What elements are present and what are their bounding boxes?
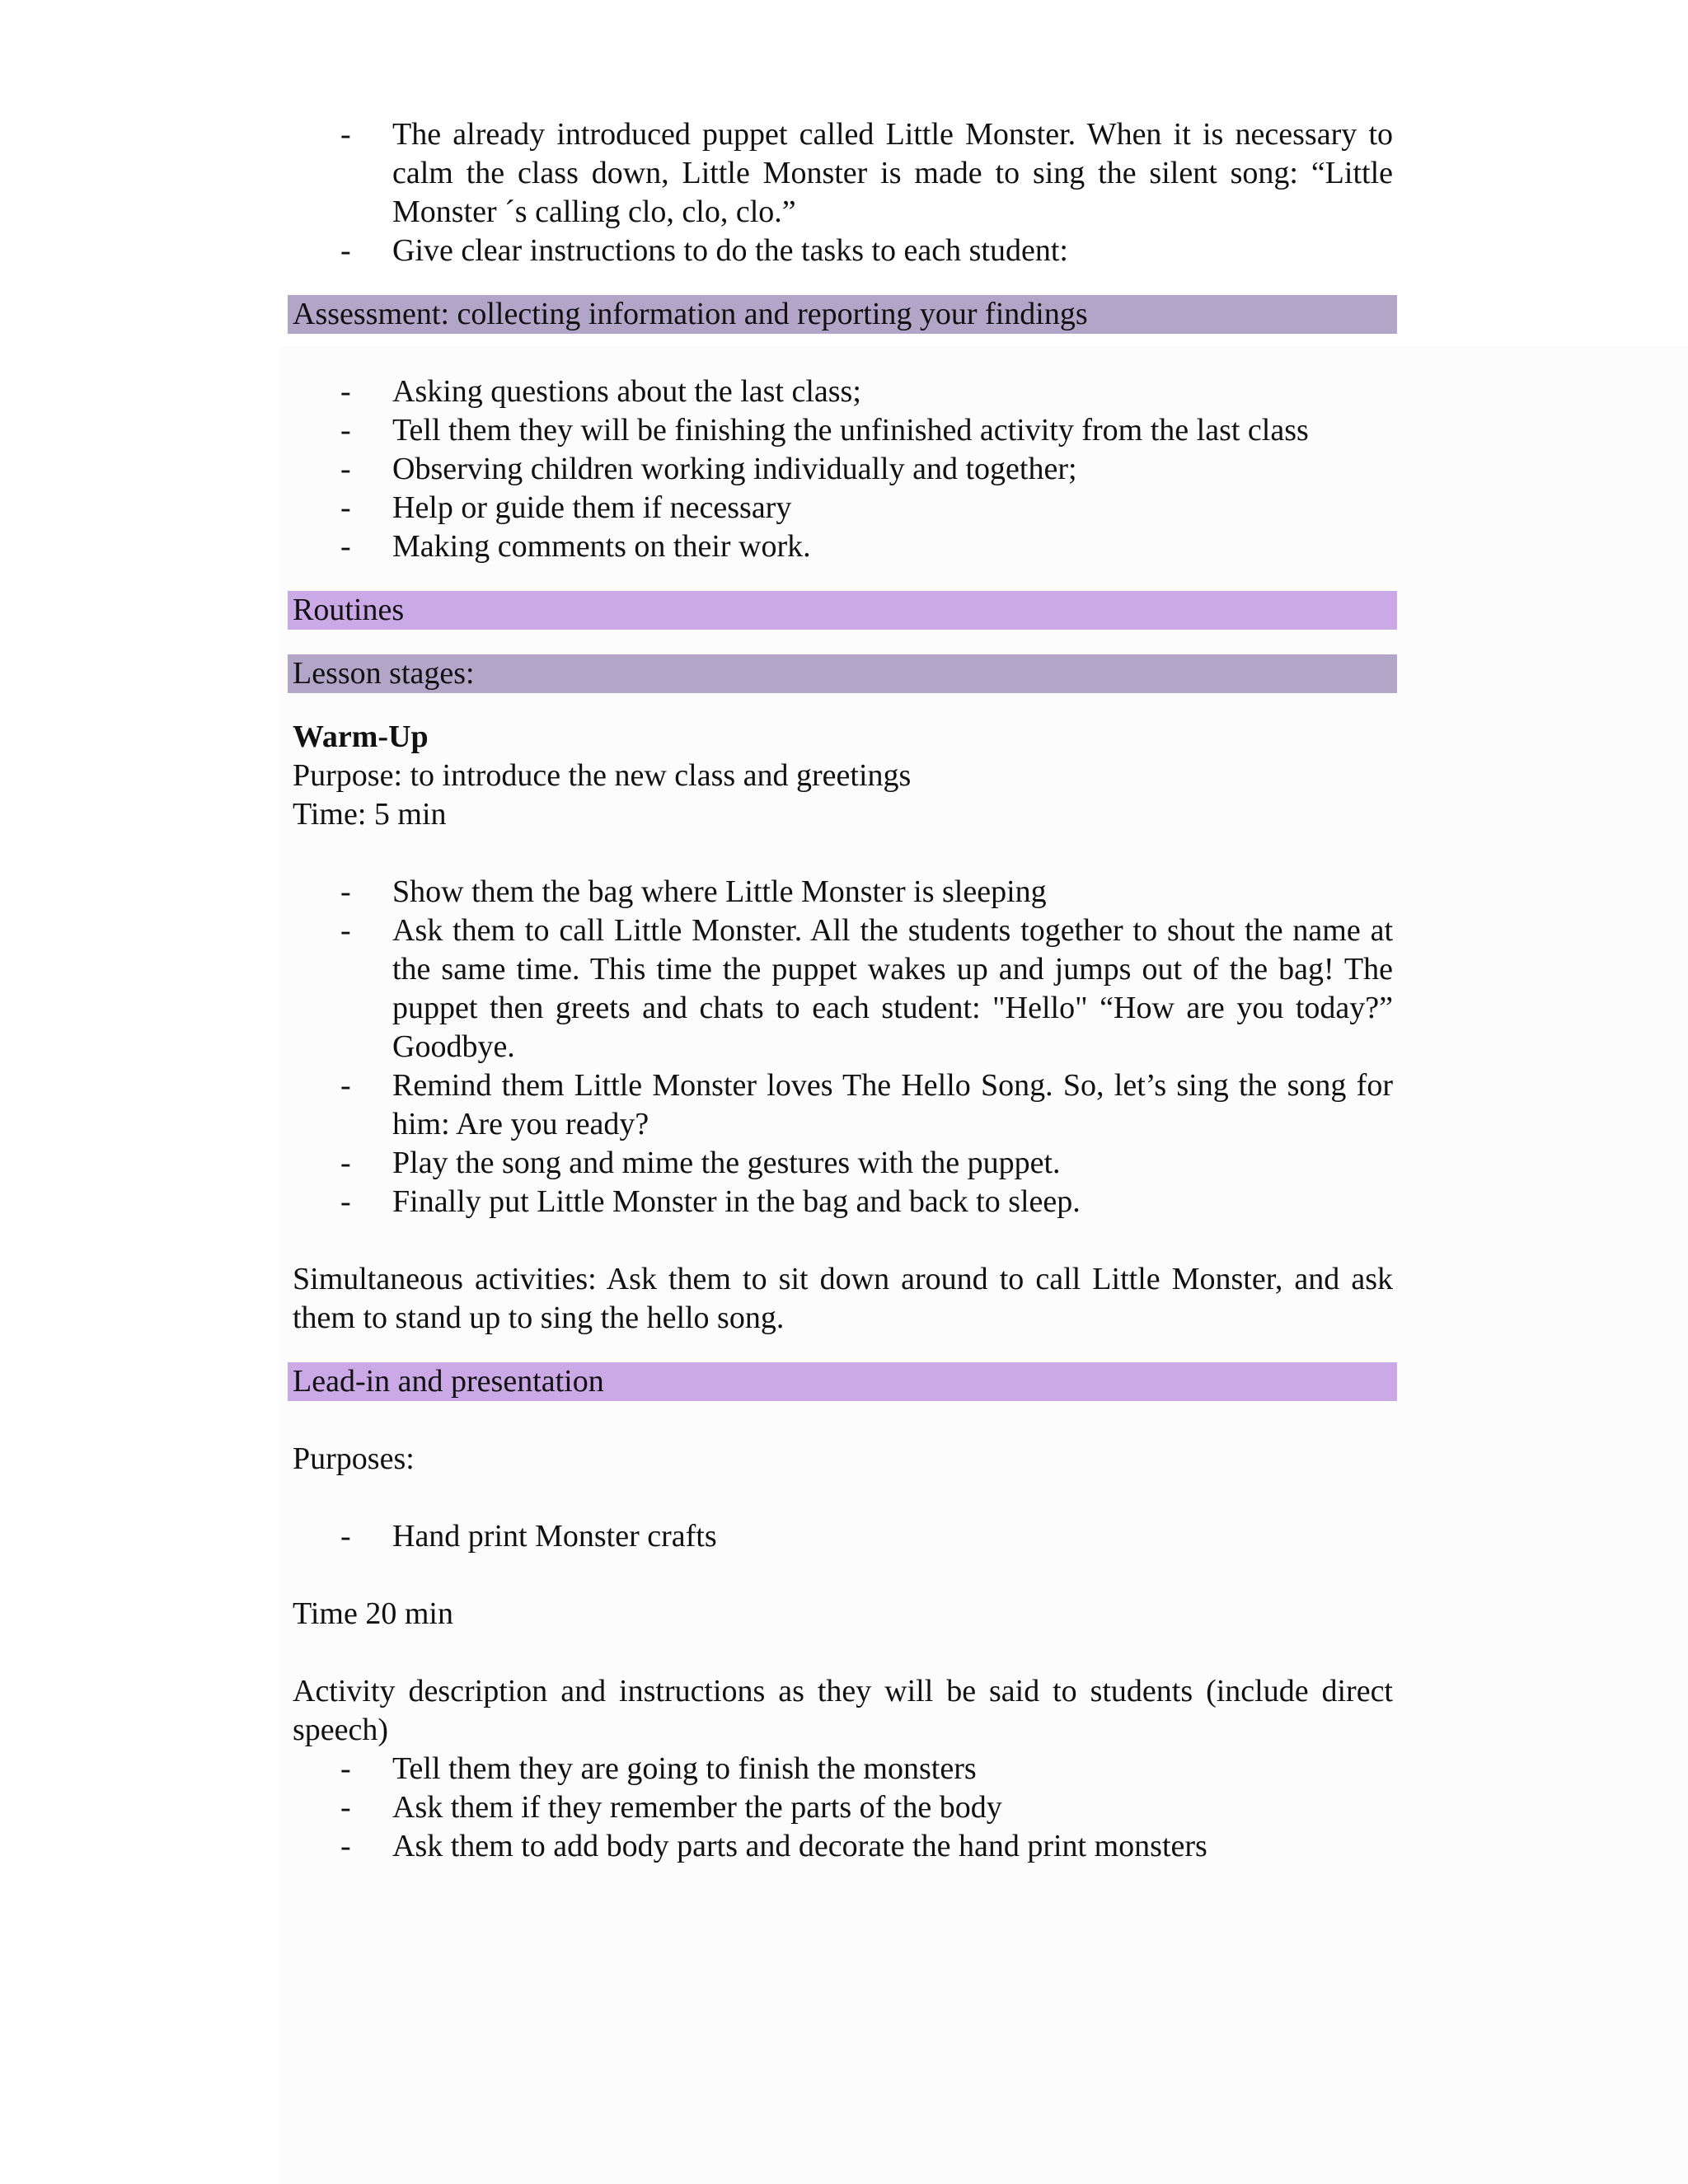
activity-description: Activity description and instructions as they will be said to students (include direct speech) (293, 1674, 1393, 1747)
list-item: - Play the song and mime the gestures with the puppet. (293, 1144, 1393, 1183)
list-item: - Give clear instructions to do the tasks to each student: (293, 232, 1393, 270)
purposes-list (293, 1517, 1393, 1556)
document-content (293, 115, 1393, 1866)
list-item: - Making comments on their work. (293, 527, 1393, 566)
warm-up-purpose: Purpose: to introduce the new class and greetings (293, 758, 912, 793)
list-item: - Observing children working individually and together; (293, 450, 1393, 489)
intro-list (293, 115, 1393, 270)
lead-in-time: Time 20 min (293, 1596, 453, 1631)
list-item: - Tell them they are going to finish the monsters (293, 1750, 1393, 1788)
lead-in-list (293, 1750, 1393, 1866)
warm-up-title: Warm-Up (293, 719, 429, 754)
list-item: - Finally put Little Monster in the bag and back to sleep. (293, 1183, 1393, 1221)
purposes-label: Purposes: (293, 1441, 415, 1476)
list-item: - Help or guide them if necessary (293, 489, 1393, 527)
assessment-list (293, 373, 1393, 566)
list-item: - Remind them Little Monster loves The Hello Song. So, let’s sing the song for him: Are you ready? (293, 1066, 1393, 1144)
list-item: - Tell them they will be finishing the unfinished activity from the last class (293, 411, 1393, 450)
list-item: - The already introduced puppet called Little Monster. When it is necessary to calm the class down, Little Monster is made to sing the silent song: “Little Monster ´s calling clo, clo, clo.” (293, 115, 1393, 232)
simultaneous-activities: Simultaneous activities: Ask them to sit down around to call Little Monster, and ask them to stand up to sing the hello song. (293, 1262, 1393, 1335)
list-item: - Asking questions about the last class; (293, 373, 1393, 411)
list-item: - Ask them if they remember the parts of the body (293, 1788, 1393, 1827)
warm-up-list (293, 873, 1393, 1221)
list-item: - Show them the bag where Little Monster is sleeping (293, 873, 1393, 912)
list-item: - Ask them to call Little Monster. All the students together to shout the name at the same time. This time the puppet wakes up and jumps out of the bag! The puppet then greets and chats to each student: "Hello" “How are you today?” Goodbye. (293, 912, 1393, 1066)
list-item: - Ask them to add body parts and decorate the hand print monsters (293, 1827, 1393, 1866)
routines-heading: Routines (288, 591, 1397, 630)
lead-in-heading: Lead-in and presentation (288, 1362, 1397, 1401)
lesson-stages-heading: Lesson stages: (288, 654, 1397, 693)
assessment-heading: Assessment: collecting information and reporting your findings (288, 295, 1397, 334)
warm-up-time: Time: 5 min (293, 797, 447, 832)
list-item: - Hand print Monster crafts (293, 1517, 1393, 1556)
